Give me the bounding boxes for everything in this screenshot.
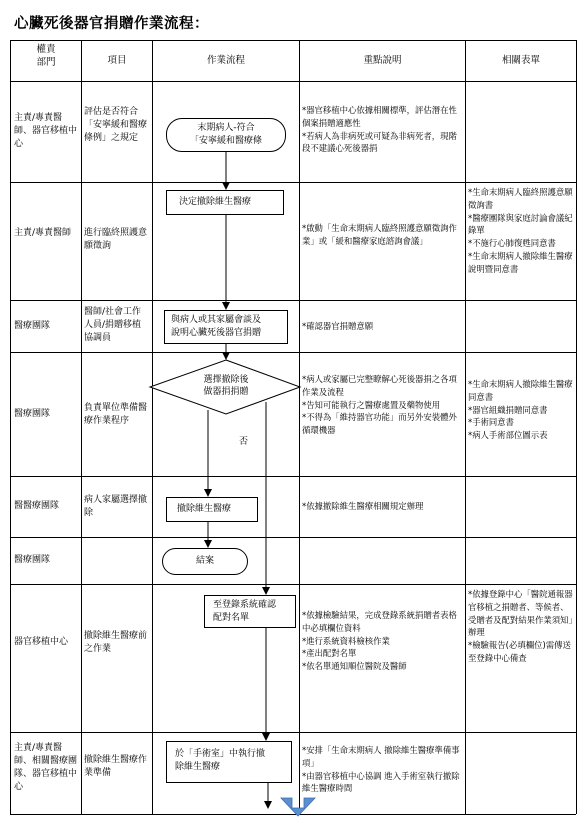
flow-step-withdraw: 撤除維生醫療 bbox=[166, 497, 258, 522]
next-page-arrow-icon bbox=[281, 798, 315, 816]
page-title: 心臟死後器官捐贈作業流程： bbox=[14, 16, 209, 32]
row-item: 病人家屬選擇撤除 bbox=[84, 495, 148, 518]
row-item: 醫師/社會工作人員/捐贈移植協調員 bbox=[84, 307, 142, 343]
row-unit: 醫醫療團隊 bbox=[14, 501, 60, 511]
row-item: 進行臨終照護意願徵詢 bbox=[84, 228, 148, 251]
row-item: 撤除維生醫療作業準備 bbox=[84, 755, 148, 778]
row-unit: 主責/專責醫師、相關醫療團隊、器官移植中心 bbox=[14, 743, 78, 792]
header-forms: 相關表單 bbox=[501, 55, 540, 66]
row-forms: *生命末期病人撤除維生醫療同意書 *器官組織捐贈同意書 *手術同意書 *病人手術部位圖示表 bbox=[468, 379, 573, 441]
row-notes: *依據檢驗結果，完成登錄系統捐贈者表格中必填欄位資料 *進行系統資料檢核作業 *產出配對名單 *依名單通知順位醫院及醫師 bbox=[302, 610, 457, 672]
flow-step-explain: 與病人或其家屬會談及 說明心臟死後器官捐贈 bbox=[164, 310, 288, 344]
row-item: 評估是否符合「安寧緩和醫療條例」之規定 bbox=[84, 107, 148, 143]
flow-step-withdraw-decision: 決定撤除維生醫療 bbox=[166, 190, 284, 215]
row-notes: *啟動「生命末期病人臨終照護意願徵詢作業」或「緩和醫療家庭諮詢會議」 bbox=[302, 223, 457, 246]
row-forms: *生命末期病人臨終照護意願徵詢書 *醫療團隊與家庭討論會議紀錄單 *不施行心肺復甦同意書 *生命末期病人撤除維生醫療說明暨同意書 bbox=[468, 187, 573, 274]
row-unit: 醫療團隊 bbox=[14, 321, 51, 331]
header-flow: 作業流程 bbox=[206, 55, 245, 66]
flow-decision-label: 選擇撤除後 做器捐捐贈 bbox=[203, 375, 249, 397]
row-notes: *安排「生命末期病人 撤除維生醫療準備事項」 *由器官移植中心協調 進入手術室執行撤除維生醫療時間 bbox=[302, 745, 460, 794]
header-notes: 重點說明 bbox=[363, 55, 402, 66]
row-unit: 醫療團隊 bbox=[14, 409, 51, 419]
row-unit: 器官移植中心 bbox=[14, 637, 69, 647]
row-notes: *確認器官捐贈意願 bbox=[302, 321, 374, 331]
row-item: 負責單位準備醫療作業程序 bbox=[84, 403, 148, 426]
row-unit: 主責/專責醫師 bbox=[14, 228, 72, 238]
row-unit: 主責/專責醫師、器官移植中心 bbox=[14, 113, 78, 149]
row-notes: *依據撤除維生醫療相關規定辦理 bbox=[302, 501, 424, 511]
flow-start-terminal: 末期病人-符合 「安寧緩和醫療條 bbox=[166, 118, 286, 152]
header-item: 項目 bbox=[107, 55, 127, 66]
flow-end-terminal: 結案 bbox=[162, 548, 248, 575]
row-item: 撤除維生醫療前之作業 bbox=[84, 631, 148, 654]
flow-decision-no-label: 否 bbox=[239, 437, 249, 447]
row-notes: *病人或家屬已完整瞭解心死後器捐之各項作業及流程 *告知可能執行之醫療處置及藥物使用 *不得為「維持器官功能」而另外安裝體外循環機器 bbox=[302, 374, 457, 436]
row-notes: *器官移植中心依據相關標準，評估潛在性個案捐贈適應性 *若病人為非病死或可疑為非病死者，現階段不建議心死後器捐 bbox=[302, 105, 457, 154]
row-unit: 醫療團隊 bbox=[14, 555, 51, 565]
row-forms: *依據登錄中心「醫院通報器官移植之捐贈者、等候者、受贈者及配對結果作業須知」辦理 *檢驗報告(必填欄位)需傳送至登錄中心備查 bbox=[468, 589, 573, 663]
flow-step-operating-room: 於「手術室」中執行撤 除維生醫療 bbox=[166, 741, 292, 783]
header-unit: 權責 部門 bbox=[36, 44, 56, 68]
flow-step-registry: 至登錄系統確認 配對名單 bbox=[204, 595, 296, 628]
